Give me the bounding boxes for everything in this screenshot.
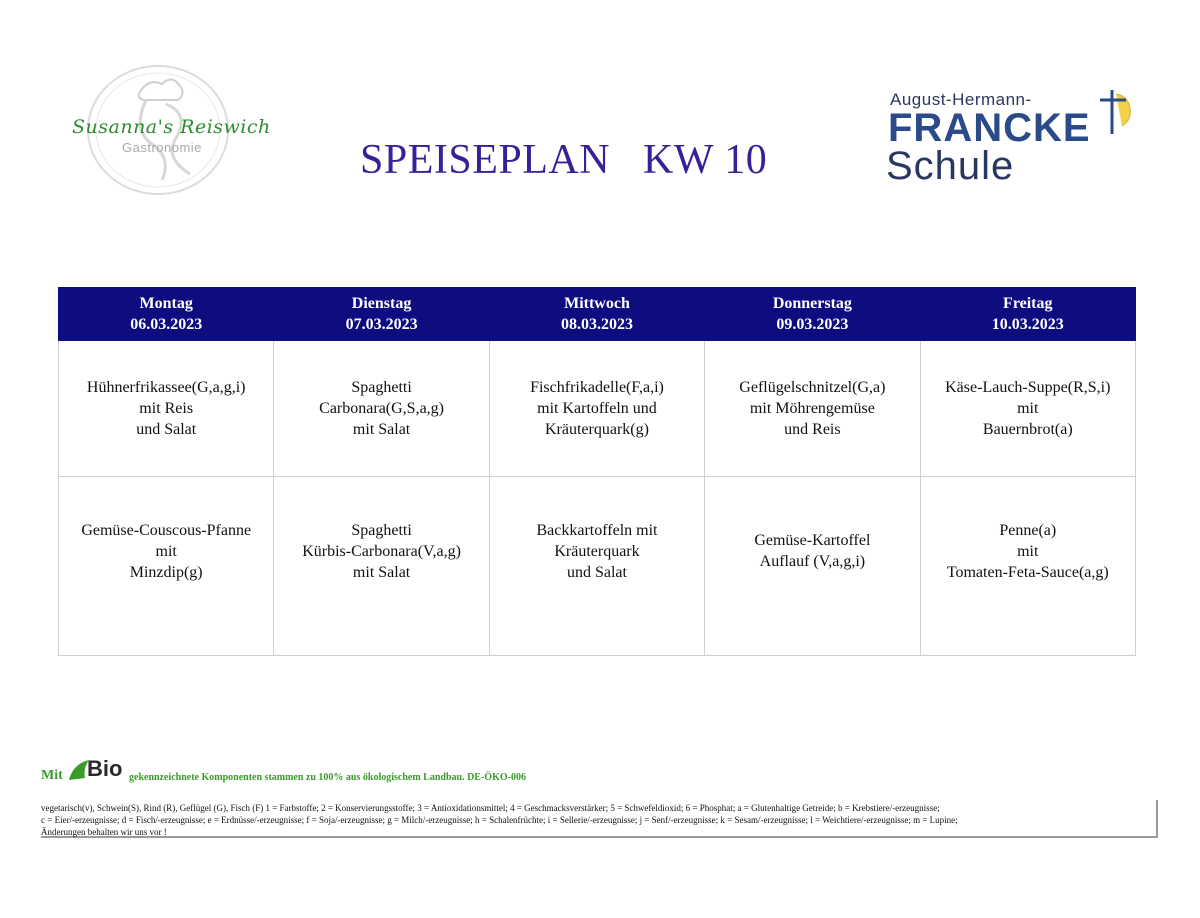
day-header-thursday [705,288,920,341]
meal-cell: Penne(a) mit Tomaten-Feta-Sauce(a,g) [920,477,1135,656]
meal-cell: Fischfrikadelle(F,a,i) mit Kartoffeln und Kräuterquark(g) [489,341,704,477]
day-header-wednesday [489,288,704,341]
day-date: 06.03.2023 [130,316,203,333]
menu-row-2 [59,477,1136,656]
meal-cell: Backkartoffeln mit Kräuterquark und Salat [489,477,704,656]
day-date: 10.03.2023 [991,316,1064,333]
meal-cell: Spaghetti Kürbis-Carbonara(V,a,g) mit Salat [274,477,489,656]
day-name: Montag [139,295,193,312]
day-header-tuesday [274,288,489,341]
allergen-legend [41,800,1158,838]
meal-cell: Hühnerfrikassee(G,a,g,i) mit Reis und Salat [59,341,274,477]
day-name: Mittwoch [564,295,630,312]
page-title: SPEISEPLAN KW 10 [360,137,768,183]
meal-cell: Käse-Lauch-Suppe(R,S,i) mit Bauernbrot(a) [920,341,1135,477]
day-date: 08.03.2023 [560,316,633,333]
day-name: Freitag [1003,295,1053,312]
school-logo-line1: August-Hermann- [890,90,1032,109]
day-date: 07.03.2023 [345,316,418,333]
bio-logo-text: Bio [87,756,123,781]
day-date: 09.03.2023 [776,316,849,333]
caterer-logo [62,52,271,202]
meal-cell: Gemüse-Kartoffel Auflauf (V,a,g,i) [705,477,920,656]
meal-cell: Geflügelschnitzel(G,a) mit Möhrengemüse und Reis [705,341,920,477]
school-logo [886,86,1146,196]
bio-mit: Mit [41,768,63,783]
legend-line-1: vegetarisch(v), Schwein(S), Rind (R), Geflügel (G), Fisch (F) 1 = Farbstoffe; 2 = Konservierungsstoffe; 3 = Antioxidationsmittel; 4 = Geschmacksverstärker; 5 = Schwefeldioxid; 6 = Phosphat; a = Glutenhaltige Getreide; b = Krebstiere/-erzeugnisse; [41,803,940,813]
school-logo-cross-icon [1086,86,1146,146]
school-logo-line2: FRANCKE [888,106,1091,150]
caterer-subtitle: Gastronomie [122,140,202,155]
menu-row-1 [59,341,1136,477]
day-header-monday [59,288,274,341]
day-header-friday [920,288,1135,341]
menu-table [58,287,1136,656]
legend-line-2: c = Eier/-erzeugnisse; d = Fisch/-erzeugnisse; e = Erdnüsse/-erzeugnisse; f = Soja/-erzeugnisse; g = Milch/-erzeugnisse; h = Schalenfrüchte; i = Sellerie/-erzeugnisse; j = Senf/-erzeugnisse; k = Sesam/-erzeugnisse; l = Weichtiere/-erzeugnisse; m = Lupine; [41,815,958,825]
legend-line-3: Änderungen behalten wir uns vor ! [41,827,167,837]
bio-text: gekennzeichnete Komponenten stammen zu 100% aus ökologischem Landbau. DE-ÖKO-006 [129,772,526,783]
bio-notice [41,754,741,784]
day-name: Donnerstag [772,295,852,312]
day-name: Dienstag [351,295,412,312]
bio-logo-icon [65,754,129,784]
meal-cell: Gemüse-Couscous-Pfanne mit Minzdip(g) [59,477,274,656]
caterer-name: Susanna's Reiswich [72,116,271,138]
meal-cell: Spaghetti Carbonara(G,S,a,g) mit Salat [274,341,489,477]
school-logo-line3: Schule [886,144,1015,188]
menu-header-row [59,288,1136,341]
